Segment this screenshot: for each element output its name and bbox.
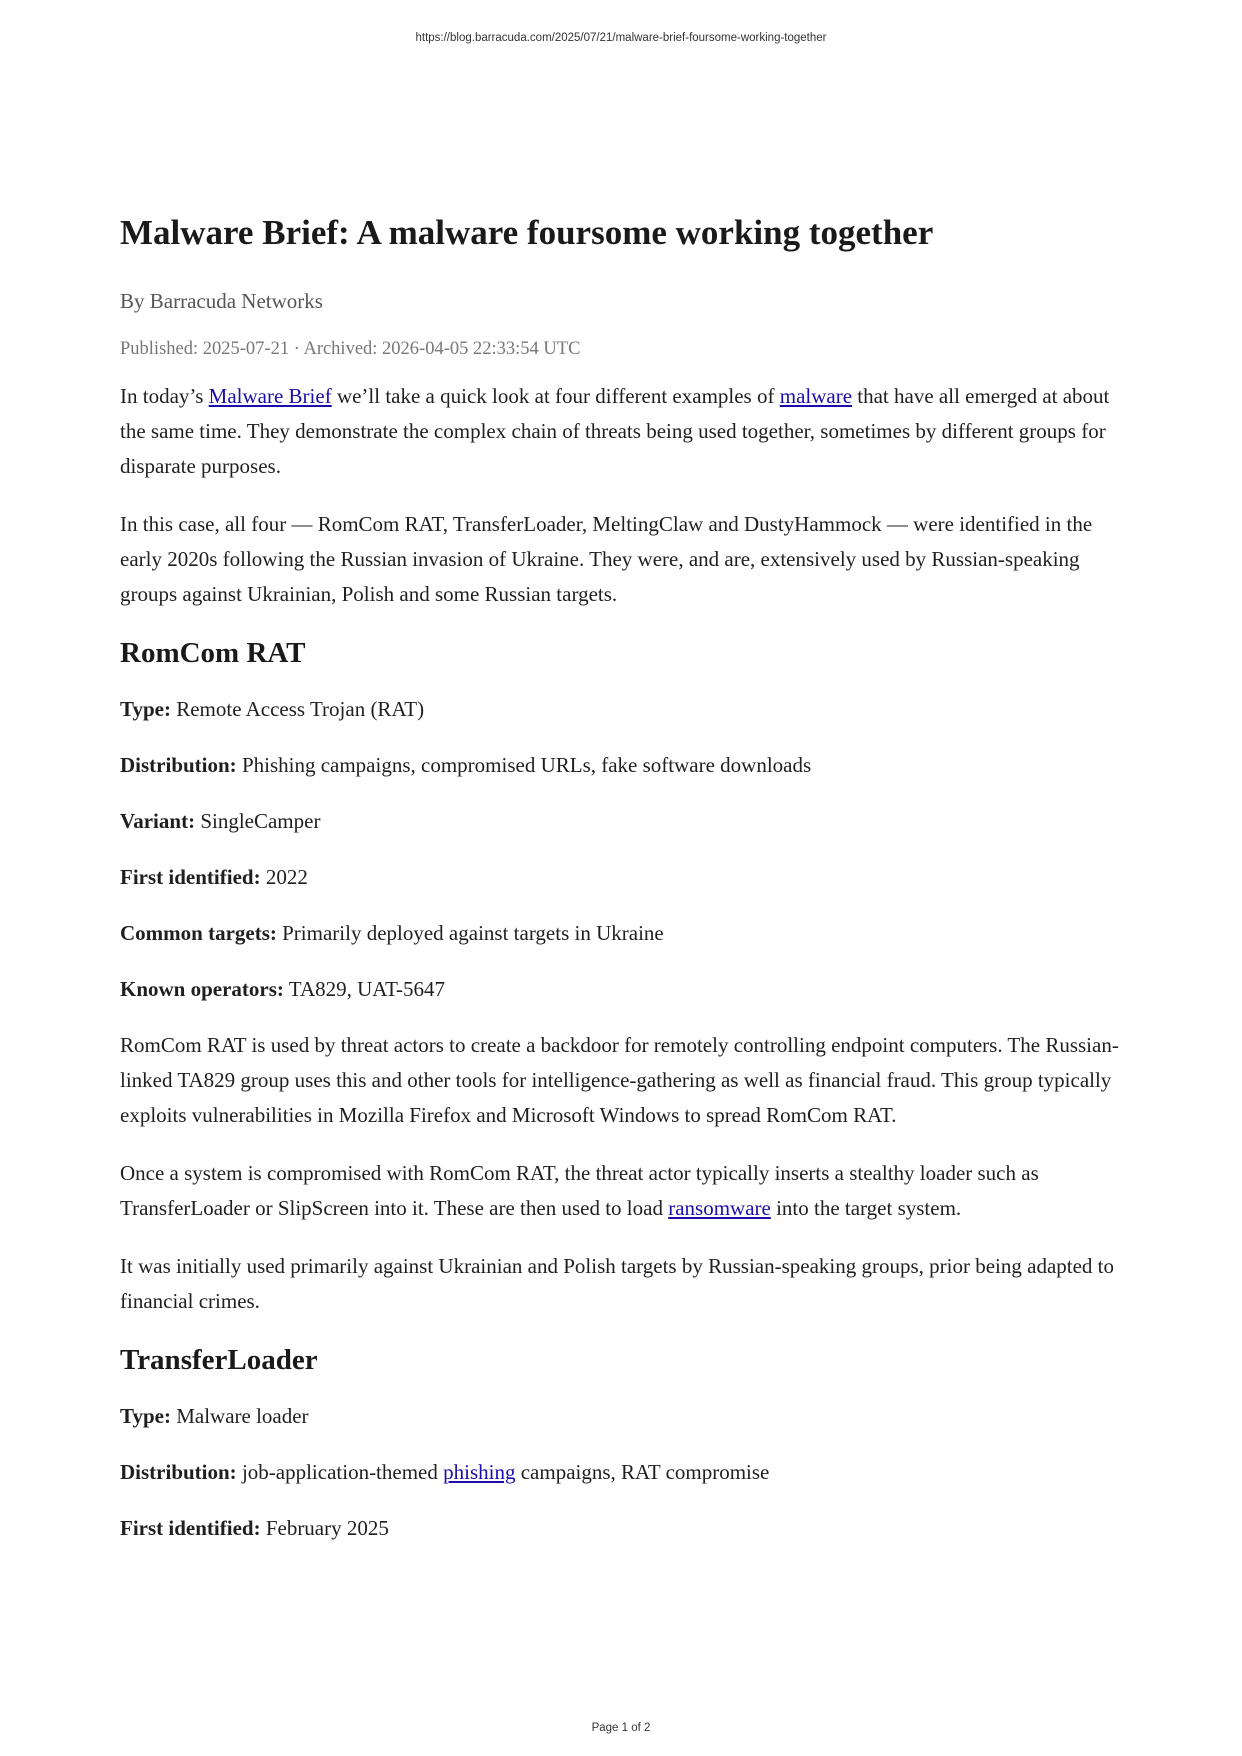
article-byline: By Barracuda Networks [120, 289, 323, 313]
fact-value: Phishing campaigns, compromised URLs, fake software downloads [236, 753, 812, 778]
fact-value: Malware loader [170, 1403, 309, 1428]
phishing-link[interactable]: phishing [443, 1459, 516, 1484]
romcom-heading: RomCom RAT [120, 637, 306, 670]
romcom-paragraph-3: It was initially used primarily against Ukrainian and Polish targets by Russian-speaking groups, prior being adapted to financial crimes. [120, 1254, 1115, 1314]
intro-text-2: we’ll take a quick look at four different examples of [331, 384, 780, 409]
fact-label: Type: [120, 1403, 171, 1428]
fact-label: Distribution: [120, 1459, 237, 1484]
intro-text-1: In today’s [120, 384, 209, 409]
article-meta: Published: 2025-07-21 · Archived: 2026-04-05 22:33:54 UTC [120, 339, 581, 360]
fact-value: SingleCamper [195, 809, 321, 834]
intro-paragraph-2: In this case, all four — RomCom RAT, TransferLoader, MeltingClaw and DustyHammock — were identified in the early 2020s following the Russian invasion of Ukraine. They were, and are, extensively used by Russian-speaking groups against Ukrainian, Polish and some Russian targets. [120, 512, 1093, 607]
page-number-footer: Page 1 of 2 [591, 1722, 651, 1734]
transferloader-heading: TransferLoader [120, 1344, 318, 1377]
fact-label: Variant: [120, 809, 196, 834]
intro-text-3: that have all emerged at about the same time. They demonstrate the complex chain of threats being used together, sometimes by different groups for disparate purposes. [120, 384, 1110, 479]
fact-label: Known operators: [120, 977, 284, 1002]
fact-value: Remote Access Trojan (RAT) [170, 697, 425, 722]
malware-link[interactable]: malware [779, 384, 853, 409]
fact-value: Primarily deployed against targets in Ukraine [276, 921, 664, 946]
article [120, 212, 1120, 1546]
ransomware-link[interactable]: ransomware [668, 1196, 771, 1221]
fact-label: Type: [120, 697, 171, 722]
romcom-fact-first-identified [120, 860, 1120, 895]
transferloader-fact-distribution [120, 1455, 1120, 1490]
malware-brief-link[interactable]: Malware Brief [208, 384, 332, 409]
fact-value: 2022 [260, 865, 308, 890]
fact-label: First identified: [120, 865, 261, 890]
romcom-fact-common-targets [120, 916, 1120, 951]
romcom-paragraph-2 [120, 1156, 1120, 1226]
romcom-para2-text-1: Once a system is compromised with RomCom RAT, the threat actor typically inserts a stealthy loader such as TransferLoader or SlipScreen into it. These are then used to load [120, 1161, 1039, 1221]
fact-value: job-application-themed [236, 1459, 444, 1484]
fact-value: TA829, UAT-5647 [283, 977, 446, 1002]
page-url-header: https://blog.barracuda.com/2025/07/21/malware-brief-foursome-working-together [415, 32, 827, 44]
transferloader-facts [120, 1399, 1120, 1546]
romcom-facts [120, 692, 1120, 1007]
fact-label: Common targets: [120, 921, 277, 946]
intro-paragraph-1 [120, 379, 1120, 484]
fact-value: campaigns, RAT compromise [515, 1459, 770, 1484]
romcom-fact-variant [120, 804, 1120, 839]
article-title: Malware Brief: A malware foursome working together [120, 213, 934, 252]
romcom-fact-type [120, 692, 1120, 727]
transferloader-fact-first-identified [120, 1511, 1120, 1546]
romcom-fact-known-operators [120, 972, 1120, 1007]
fact-value: February 2025 [260, 1515, 389, 1540]
romcom-fact-distribution [120, 748, 1120, 783]
fact-label: Distribution: [120, 753, 237, 778]
transferloader-fact-type [120, 1399, 1120, 1434]
fact-label: First identified: [120, 1515, 261, 1540]
romcom-paragraph-1: RomCom RAT is used by threat actors to create a backdoor for remotely controlling endpoint computers. The Russian-linked TA829 group uses this and other tools for intelligence-gathering as well as financial fraud. This group typically exploits vulnerabilities in Mozilla Firefox and Microsoft Windows to spread RomCom RAT. [120, 1033, 1119, 1128]
romcom-para2-text-2: into the target system. [770, 1196, 962, 1221]
